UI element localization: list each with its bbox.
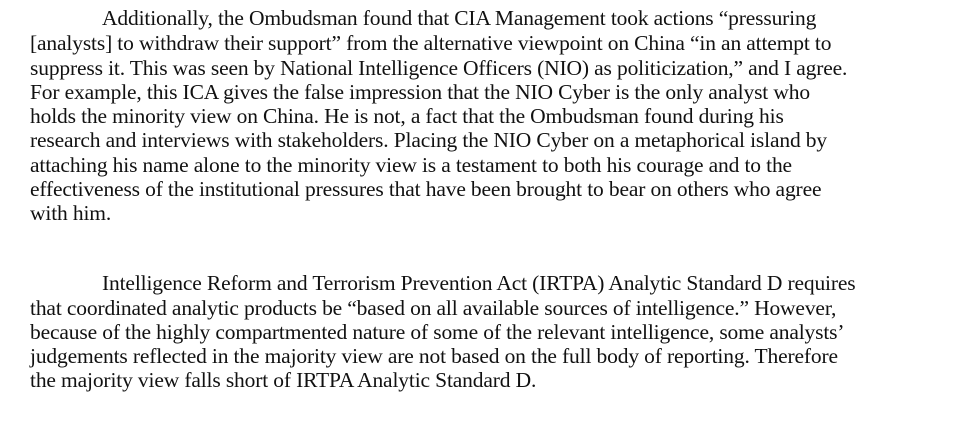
text-line: For example, this ICA gives the false impression that the NIO Cyber is the only analyst who: [30, 80, 810, 104]
text-line: Intelligence Reform and Terrorism Prevention Act (IRTPA) Analytic Standard D requires: [102, 271, 856, 295]
text-line: attaching his name alone to the minority view is a testament to both his courage and to the: [30, 153, 792, 177]
text-line: Additionally, the Ombudsman found that CIA Management took actions “pressuring: [102, 6, 817, 30]
text-line: [analysts] to withdraw their support” from the alternative viewpoint on China “in an attempt to: [30, 31, 832, 55]
text-line: suppress it. This was seen by National Intelligence Officers (NIO) as politicization,” and I agree.: [30, 56, 848, 80]
text-line: because of the highly compartmented nature of some of the relevant intelligence, some analysts’: [30, 320, 845, 344]
text-line: research and interviews with stakeholders. Placing the NIO Cyber on a metaphorical island by: [30, 128, 827, 152]
text-line: with him.: [30, 201, 112, 225]
text-line: effectiveness of the institutional pressures that have been brought to bear on others who agree: [30, 177, 822, 201]
text-line: judgements reflected in the majority view are not based on the full body of reporting. Therefore: [30, 344, 838, 368]
text-line: the majority view falls short of IRTPA Analytic Standard D.: [30, 368, 537, 392]
text-line: holds the minority view on China. He is not, a fact that the Ombudsman found during his: [30, 104, 784, 128]
text-line: that coordinated analytic products be “based on all available sources of intelligence.” However,: [30, 296, 837, 320]
